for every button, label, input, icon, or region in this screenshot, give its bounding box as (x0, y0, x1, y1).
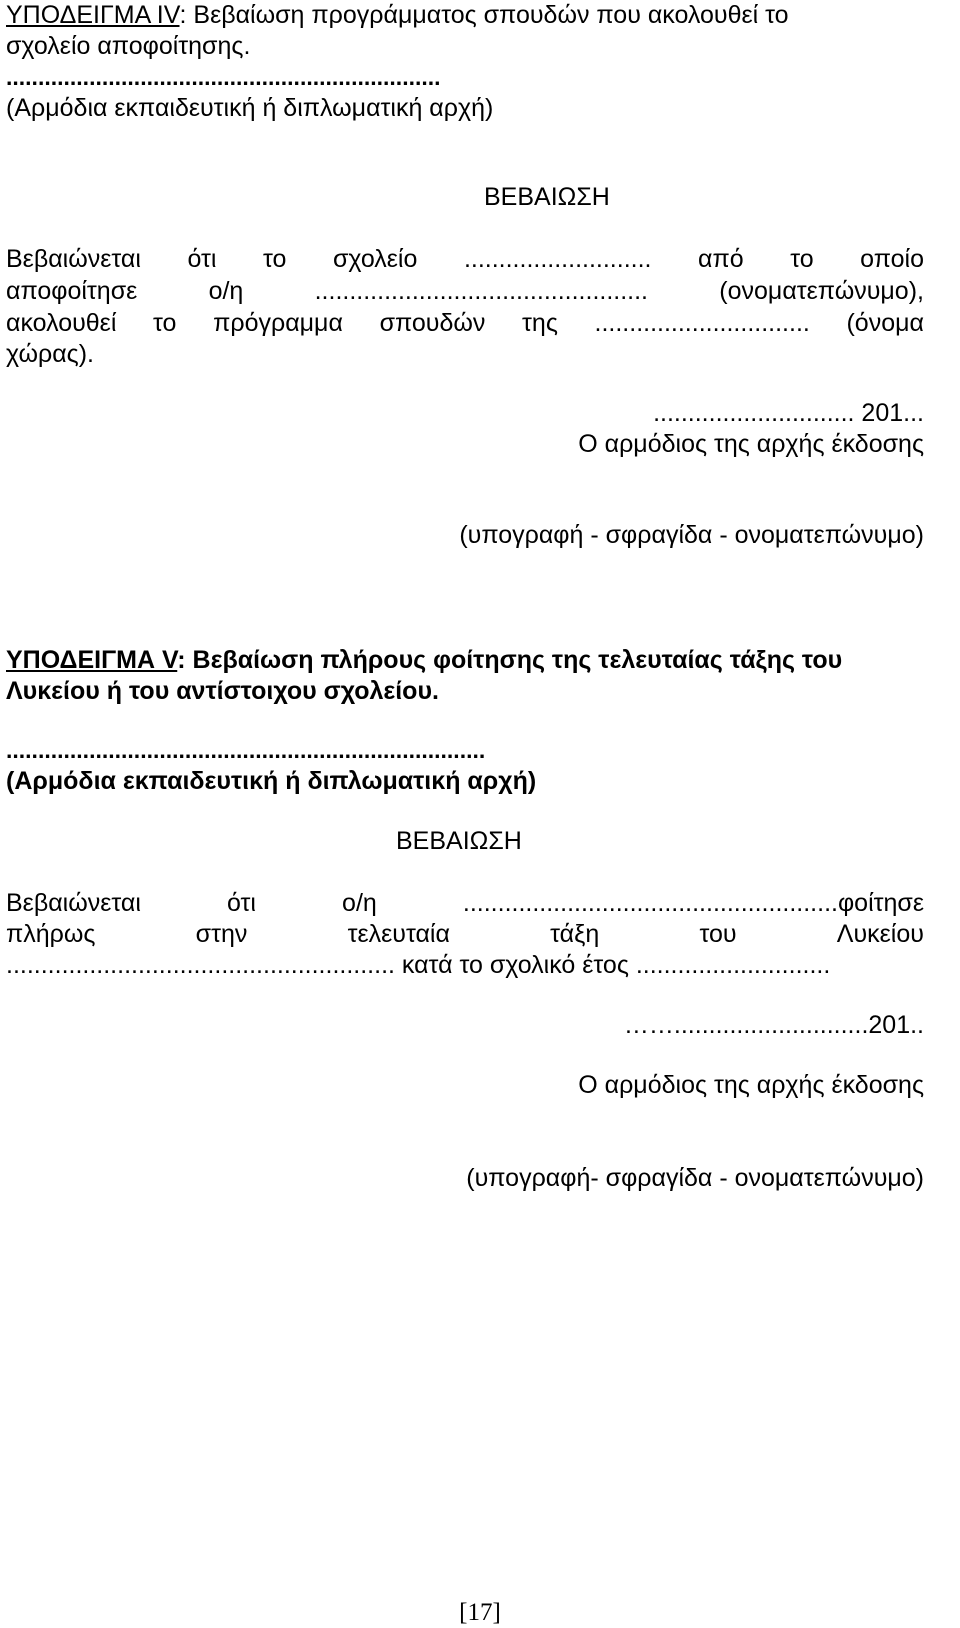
section-5-heading-line2: Λυκείου ή του αντίστοιχου σχολείου. (6, 677, 439, 705)
section-4-dots: .................................................................... (6, 64, 441, 90)
section-4-paragraph-line3: ακολουθεί το πρόγραμμα σπουδών της ............................... (όνομα (6, 309, 924, 337)
section-5-heading-text: : Βεβαίωση πλήρους φοίτησης της τελευταίας τάξης του (177, 646, 843, 674)
section-4-issuer: Ο αρμόδιος της αρχής έκδοσης (578, 430, 924, 458)
section-4-paragraph-line4: χώρας). (6, 340, 94, 368)
section-4-heading-text: : Βεβαίωση προγράμματος σπουδών που ακολουθεί το (179, 1, 789, 29)
section-4-date: ............................. 201... (653, 399, 924, 427)
section-4-authority: (Αρμόδια εκπαιδευτική ή διπλωματική αρχή) (6, 94, 494, 122)
section-5-signature: (υπογραφή- σφραγίδα - ονοματεπώνυμο) (466, 1164, 924, 1192)
section-4-signature: (υπογραφή - σφραγίδα - ονοματεπώνυμο) (459, 521, 924, 549)
section-5-heading (6, 645, 842, 675)
section-5-paragraph-line2: πλήρως στην τελευταία τάξη του Λυκείου (6, 920, 924, 948)
section-4-heading (6, 0, 789, 30)
section-5-heading-label: ΥΠΟΔΕΙΓΜΑ V (6, 646, 178, 674)
section-5-date: ……............................201.. (623, 1011, 924, 1039)
section-5-paragraph-line3: ........................................................ κατά το σχολικό έτος ............................ (6, 951, 831, 979)
section-4-heading-line2: σχολείο αποφοίτησης. (6, 32, 251, 60)
section-4-paragraph-line1: Βεβαιώνεται ότι το σχολείο ........................... από το οποίο (6, 245, 924, 273)
section-5-issuer: Ο αρμόδιος της αρχής έκδοσης (578, 1071, 924, 1099)
section-5-title: ΒΕΒΑΙΩΣΗ (396, 827, 522, 855)
section-5-authority: (Αρμόδια εκπαιδευτική ή διπλωματική αρχή) (6, 767, 537, 795)
section-5-dots: ........................................................................... (6, 737, 486, 763)
section-4-title: ΒΕΒΑΙΩΣΗ (484, 183, 610, 211)
page-number: [17] (459, 1599, 501, 1626)
section-4-paragraph-line2: αποφοίτησε ο/η ................................................ (ονοματεπώνυμο), (6, 277, 924, 305)
section-4-heading-label: ΥΠΟΔΕΙΓΜΑ IV (6, 1, 180, 29)
section-5-paragraph-line1: Βεβαιώνεται ότι ο/η ......................................................φοίτησε (6, 889, 924, 917)
